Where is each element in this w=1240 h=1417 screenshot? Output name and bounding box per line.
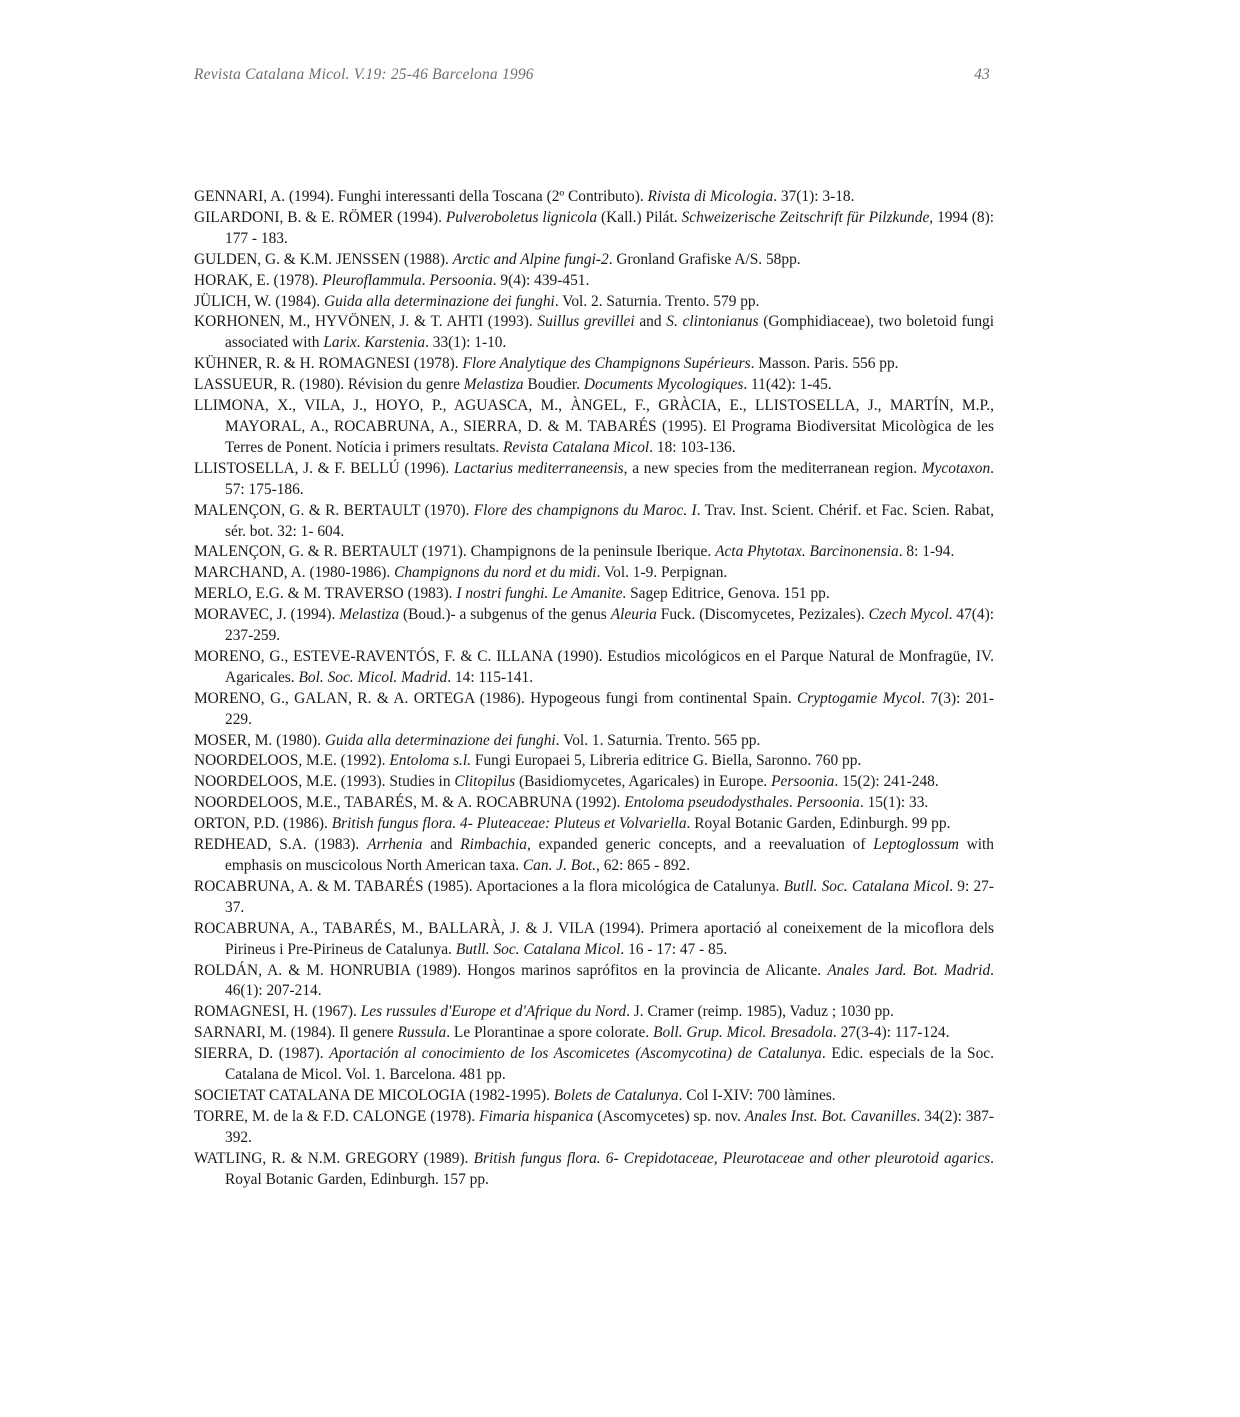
reference-text: . 7(3): 201-229. bbox=[225, 689, 994, 728]
reference-italic-text: Arctic and Alpine fungi-2 bbox=[452, 250, 609, 268]
reference-italic-text: Pulveroboletus lignicola bbox=[445, 208, 598, 226]
reference-italic-text: Aportación al conocimiento de los Ascomicetes (Ascomycotina) de Catalunya bbox=[329, 1045, 822, 1063]
reference-text: . Vol. 2. Saturnia. Trento. 579 pp. bbox=[554, 292, 760, 310]
reference-text: MALENÇON, G. & R. BERTAULT (1971). Champignons de la peninsule Iberique. bbox=[194, 543, 716, 561]
reference-text: SIERRA, D. (1987). bbox=[194, 1045, 330, 1063]
reference-entry bbox=[194, 1107, 994, 1149]
reference-italic-text: Pleuroflammula bbox=[322, 271, 422, 289]
reference-entry bbox=[194, 375, 994, 396]
reference-text: . Col I-XIV: 700 làmines. bbox=[678, 1086, 836, 1104]
reference-entry bbox=[194, 584, 994, 605]
reference-text: . 34(2): 387-392. bbox=[225, 1107, 995, 1146]
reference-text: MORENO, G., GALAN, R. & A. ORTEGA (1986). Hypogeous fungi from continental Spain. bbox=[194, 689, 797, 707]
journal-citation: Revista Catalana Micol. V.19: 25-46 Barcelona 1996 bbox=[194, 66, 534, 83]
reference-entry bbox=[194, 354, 994, 375]
reference-text: REDHEAD, S.A. (1983). bbox=[194, 836, 368, 854]
reference-text: . Vol. 1-9. Perpignan. bbox=[596, 564, 728, 582]
reference-entry bbox=[194, 312, 994, 354]
reference-italic-text: Schweizerische Zeitschrift für Pilzkunde bbox=[681, 208, 930, 226]
reference-italic-text: Anales Jard. Bot. Madrid bbox=[827, 961, 991, 979]
reference-text: . bbox=[788, 794, 797, 812]
reference-entry bbox=[194, 605, 994, 647]
reference-text: TORRE, M. de la & F.D. CALONGE (1978). bbox=[194, 1107, 480, 1125]
reference-entry bbox=[194, 1023, 994, 1044]
reference-entry bbox=[194, 835, 994, 877]
reference-text: (Kall.) Pilát. bbox=[597, 208, 682, 226]
reference-text: , 62: 865 - 892. bbox=[596, 857, 691, 874]
reference-text: . bbox=[421, 271, 430, 289]
reference-italic-text: Entoloma s.l. bbox=[389, 752, 472, 770]
reference-italic-text: Mycotaxon bbox=[921, 459, 991, 477]
reference-italic-text: Rivista di Micologia bbox=[647, 188, 774, 205]
reference-text: . Vol. 1. Saturnia. Trento. 565 pp. bbox=[555, 731, 761, 749]
reference-entry bbox=[194, 919, 994, 961]
reference-text: NOORDELOOS, M.E., TABARÉS, M. & A. ROCABRUNA (1992). bbox=[194, 794, 625, 812]
reference-text: . 57: 175-186. bbox=[225, 459, 994, 498]
reference-text: , 1994 (8): 177 - 183. bbox=[225, 208, 995, 247]
reference-text: MALENÇON, G. & R. BERTAULT (1970). bbox=[194, 501, 474, 519]
page-number: 43 bbox=[974, 66, 990, 83]
reference-text: (Gomphidiaceae), two boletoid fungi associated with bbox=[225, 313, 994, 352]
reference-text: KORHONEN, M., HYVÖNEN, J. & T. AHTI (1993). bbox=[194, 313, 538, 331]
reference-text: , a new species from the mediterranean region. bbox=[623, 459, 922, 477]
reference-italic-text: Can. J. Bot. bbox=[522, 857, 597, 874]
reference-text: KÜHNER, R. & H. ROMAGNESI (1978). bbox=[194, 355, 463, 373]
reference-text: GENNARI, A. (1994). Funghi interessanti della Toscana (2º Contributo). bbox=[194, 188, 648, 205]
reference-entry bbox=[194, 396, 994, 459]
reference-text: . 14: 115-141. bbox=[447, 668, 534, 686]
reference-text: MORAVEC, J. (1994). bbox=[194, 606, 340, 624]
reference-text: . J. Cramer (reimp. 1985), Vaduz ; 1030 pp. bbox=[626, 1003, 894, 1021]
reference-italic-text: Clitopilus bbox=[454, 773, 516, 791]
reference-italic-text: Rimbachia bbox=[460, 836, 527, 854]
reference-italic-text: Butll. Soc. Catalana Micol bbox=[455, 940, 621, 958]
reference-text: Fuck. (Discomycetes, Pezizales). bbox=[656, 606, 869, 624]
reference-text: MERLO, E.G. & M. TRAVERSO (1983). bbox=[194, 585, 457, 603]
reference-text: MORENO, G., ESTEVE-RAVENTÓS, F. & C. ILLANA (1990). Estudios micológicos en el Parque Natural de Monfragüe, IV. Agaricales. bbox=[194, 647, 994, 686]
reference-text: . Sagep Editrice, Genova. 151 pp. bbox=[622, 585, 830, 603]
reference-text: . 9: 27-37. bbox=[225, 877, 994, 916]
reference-text: MARCHAND, A. (1980-1986). bbox=[194, 564, 395, 582]
reference-italic-text: Aleuria bbox=[610, 606, 657, 624]
reference-text: Fungi Europaei 5, Libreria editrice G. Biella, Saronno. 760 pp. bbox=[471, 752, 862, 770]
reference-entry bbox=[194, 563, 994, 584]
reference-italic-text: Larix bbox=[323, 334, 357, 352]
reference-italic-text: Revista Catalana Micol bbox=[503, 438, 650, 456]
reference-text: . Royal Botanic Garden, Edinburgh. 99 pp. bbox=[686, 815, 951, 833]
reference-text: and bbox=[634, 313, 667, 331]
reference-italic-text: Persoonia bbox=[796, 794, 860, 812]
reference-italic-text: Fimaria hispanica bbox=[479, 1107, 594, 1125]
reference-entry bbox=[194, 772, 994, 793]
reference-text: ROCABRUNA, A., TABARÉS, M., BALLARÀ, J. & J. VILA (1994). Primera aportació al coneixement de la micoflora dels Pirineus i Pre-Pirineus de Catalunya. bbox=[194, 919, 994, 958]
reference-entry bbox=[194, 1044, 994, 1086]
reference-text: with emphasis on muscicolous North American taxa. bbox=[225, 836, 994, 874]
reference-text: . 15(1): 33. bbox=[859, 794, 929, 812]
reference-text: HORAK, E. (1978). bbox=[194, 271, 323, 289]
reference-text: . 33(1): 1-10. bbox=[425, 334, 507, 352]
reference-entry bbox=[194, 292, 994, 313]
reference-text: . 18: 103-136. bbox=[649, 438, 736, 456]
reference-italic-text: British fungus flora. 4- Pluteaceae: Pluteus et Volvariella bbox=[331, 815, 687, 833]
reference-text: . 15(2): 241-248. bbox=[834, 773, 939, 791]
reference-text: SARNARI, M. (1984). Il genere bbox=[194, 1024, 398, 1042]
reference-italic-text: I nostri funghi. Le Amanite bbox=[456, 585, 623, 603]
reference-italic-text: Persoonia bbox=[429, 271, 493, 289]
reference-italic-text: Flore des champignons du Maroc. I bbox=[473, 501, 697, 519]
reference-text: . Edic. especials de la Soc. Catalana de Micol. Vol. 1. Barcelona. 481 pp. bbox=[225, 1045, 994, 1084]
reference-italic-text: Karstenia bbox=[364, 334, 426, 352]
reference-italic-text: Bolets de Catalunya bbox=[553, 1086, 679, 1104]
reference-text: . 47(4): 237-259. bbox=[225, 606, 995, 645]
reference-text: ORTON, P.D. (1986). bbox=[194, 815, 332, 833]
reference-entry bbox=[194, 793, 994, 814]
reference-italic-text: Flore Analytique des Champignons Supérieurs bbox=[462, 355, 751, 373]
reference-text: (Boud.)- a subgenus of the genus bbox=[399, 606, 611, 624]
reference-italic-text: Melastiza bbox=[463, 376, 524, 394]
reference-text: . 27(3-4): 117-124. bbox=[832, 1024, 950, 1042]
reference-list bbox=[194, 187, 994, 1191]
reference-text: LASSUEUR, R. (1980). Révision du genre bbox=[194, 376, 464, 394]
reference-text: NOORDELOOS, M.E. (1993). Studies in bbox=[194, 773, 455, 791]
reference-italic-text: Butll. Soc. Catalana Micol bbox=[783, 877, 950, 895]
reference-text: NOORDELOOS, M.E. (1992). bbox=[194, 752, 390, 770]
reference-text: . 46(1): 207-214. bbox=[225, 961, 994, 1000]
reference-text: SOCIETAT CATALANA DE MICOLOGIA (1982-1995). bbox=[194, 1086, 554, 1104]
reference-entry bbox=[194, 814, 994, 835]
reference-italic-text: Bol. Soc. Micol. Madrid bbox=[298, 668, 448, 686]
reference-text: JÜLICH, W. (1984). bbox=[194, 292, 324, 310]
reference-entry bbox=[194, 501, 994, 543]
reference-entry bbox=[194, 271, 994, 292]
reference-italic-text: Cryptogamie Mycol bbox=[796, 689, 922, 707]
reference-italic-text: Persoonia bbox=[771, 773, 835, 791]
reference-italic-text: Czech Mycol bbox=[868, 606, 949, 624]
reference-text: . 37(1): 3-18. bbox=[773, 188, 855, 205]
reference-text: ROLDÁN, A. & M. HONRUBIA (1989). Hongos marinos saprófitos en la provincia de Alicante. bbox=[194, 961, 828, 979]
reference-text: MOSER, M. (1980). bbox=[194, 731, 325, 749]
reference-entry bbox=[194, 459, 994, 501]
reference-italic-text: Russula bbox=[397, 1024, 447, 1042]
reference-text: LLIMONA, X., VILA, J., HOYO, P., AGUASCA, M., ÀNGEL, F., GRÀCIA, E., LLISTOSELLA, J., MARTÍN, M.P., MAYORAL, A., ROCABRUNA, A., SIERRA, D. & M. TABARÉS (1995). El Programa Biodiversitat Micològica de les Terres de Ponent. Notícia i primers resultats. bbox=[194, 397, 994, 456]
reference-entry bbox=[194, 731, 994, 752]
reference-entry bbox=[194, 250, 994, 271]
reference-text: GILARDONI, B. & E. RÖMER (1994). bbox=[194, 208, 446, 226]
reference-text: . Masson. Paris. 556 pp. bbox=[750, 355, 899, 373]
reference-italic-text: Les russules d'Europe et d'Afrique du Nord bbox=[360, 1003, 627, 1021]
reference-text: and bbox=[422, 836, 461, 854]
reference-text: Boudier. bbox=[523, 376, 584, 394]
reference-text: WATLING, R. & N.M. GREGORY (1989). bbox=[194, 1149, 474, 1167]
reference-entry bbox=[194, 542, 994, 563]
reference-italic-text: Champignons du nord et du midi bbox=[394, 564, 597, 582]
reference-italic-text: Leptoglossum bbox=[873, 836, 959, 854]
reference-italic-text: Documents Mycologiques bbox=[583, 376, 744, 394]
reference-italic-text: Guida alla determinazione dei funghi bbox=[323, 292, 555, 310]
reference-entry bbox=[194, 961, 994, 1003]
reference-text: . Gronland Grafiske A/S. 58pp. bbox=[608, 250, 801, 268]
reference-italic-text: Arrhenia bbox=[367, 836, 423, 854]
reference-entry bbox=[194, 647, 994, 689]
reference-text: . 8: 1-94. bbox=[898, 543, 955, 561]
reference-text: . 16 - 17: 47 - 85. bbox=[620, 940, 728, 958]
reference-text: LLISTOSELLA, J. & F. BELLÚ (1996). bbox=[194, 459, 454, 477]
running-header bbox=[194, 66, 990, 90]
reference-italic-text: Melastiza bbox=[339, 606, 400, 624]
reference-text: ROMAGNESI, H. (1967). bbox=[194, 1003, 361, 1021]
reference-text: (Ascomycetes) sp. nov. bbox=[593, 1107, 745, 1125]
reference-text: , expanded generic concepts, and a reevaluation of bbox=[526, 836, 874, 854]
reference-text: . bbox=[356, 334, 365, 352]
reference-italic-text: Entoloma pseudodysthales bbox=[624, 794, 789, 812]
reference-italic-text: Lactarius mediterraneensis bbox=[453, 459, 624, 477]
reference-entry bbox=[194, 751, 994, 772]
reference-entry bbox=[194, 1002, 994, 1023]
reference-entry bbox=[194, 877, 994, 919]
reference-text: ROCABRUNA, A. & M. TABARÉS (1985). Aportaciones a la flora micológica de Catalunya. bbox=[194, 877, 784, 895]
reference-italic-text: Acta Phytotax. Barcinonensia bbox=[715, 543, 899, 561]
reference-italic-text: S. clintonianus bbox=[666, 313, 759, 331]
reference-text: (Basidiomycetes, Agaricales) in Europe. bbox=[515, 773, 772, 791]
reference-italic-text: Anales Inst. Bot. Cavanilles bbox=[744, 1107, 917, 1125]
reference-text: . Le Plorantinae a spore colorate. bbox=[446, 1024, 654, 1042]
reference-entry bbox=[194, 1086, 994, 1107]
reference-text: . 9(4): 439-451. bbox=[492, 271, 590, 289]
reference-italic-text: Suillus grevillei bbox=[537, 313, 635, 331]
reference-text: . Trav. Inst. Scient. Chérif. et Fac. Scien. Rabat, sér. bot. 32: 1- 604. bbox=[225, 501, 995, 540]
reference-text: GULDEN, G. & K.M. JENSSEN (1988). bbox=[194, 250, 453, 268]
reference-entry bbox=[194, 208, 994, 250]
reference-italic-text: Guida alla determinazione dei funghi bbox=[324, 731, 556, 749]
reference-text: . Royal Botanic Garden, Edinburgh. 157 pp. bbox=[225, 1149, 995, 1188]
reference-entry bbox=[194, 187, 994, 208]
reference-text: . 11(42): 1-45. bbox=[743, 376, 832, 394]
reference-entry bbox=[194, 1149, 994, 1191]
reference-italic-text: British fungus flora. 6- Crepidotaceae, Pleurotaceae and other pleurotoid agarics bbox=[473, 1149, 991, 1167]
reference-italic-text: Boll. Grup. Micol. Bresadola bbox=[653, 1024, 833, 1042]
reference-entry bbox=[194, 689, 994, 731]
